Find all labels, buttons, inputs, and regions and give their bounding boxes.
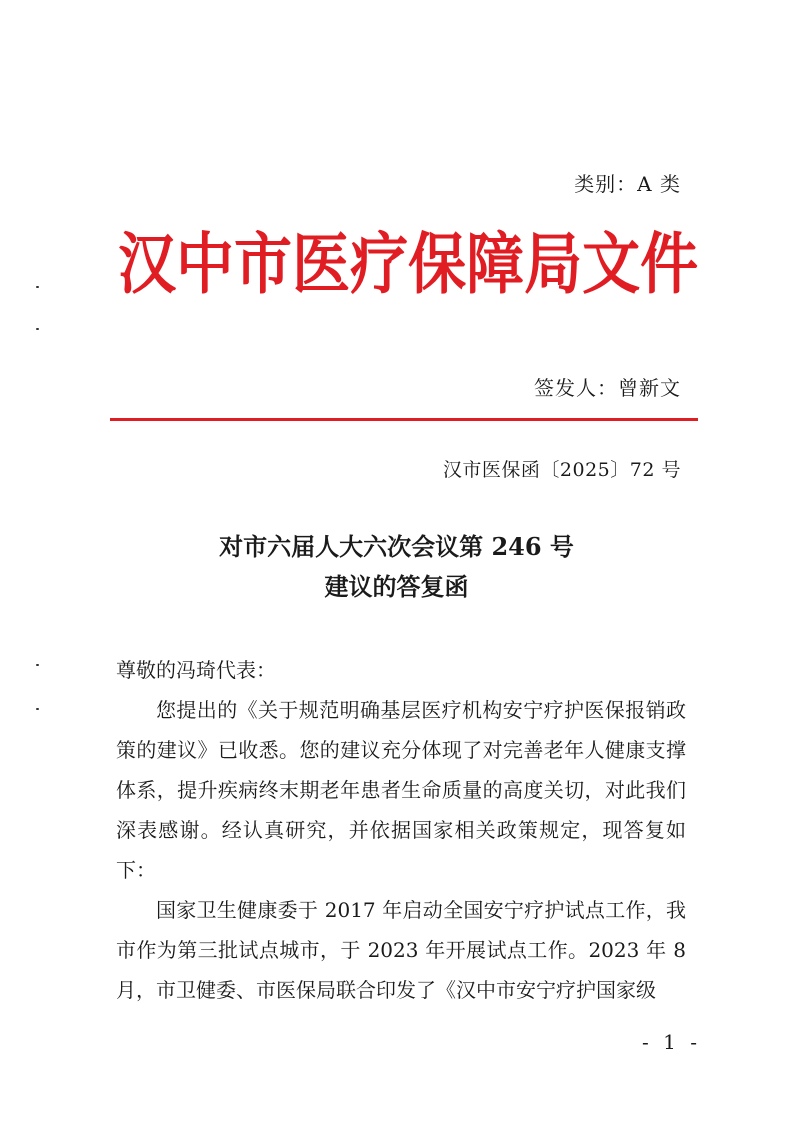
masthead-char: 疗 [350, 224, 409, 304]
document-title [0, 527, 793, 607]
masthead-char: 汉 [118, 224, 177, 304]
body-paragraph: 国家卫生健康委于 2017 年启动全国安宁疗护试点工作，我市作为第三批试点城市，于 2023 年开展试点工作。2023 年 8 月，市卫健委、市医保局联合印发了《汉中市安宁疗护国家级 [116, 898, 686, 1002]
scan-mark [36, 328, 39, 330]
masthead-char: 件 [640, 224, 699, 304]
body-paragraph: 您提出的《关于规范明确基层医疗机构安宁疗护医保报销政策的建议》已收悉。您的建议充分体现了对完善老年人健康支撑体系，提升疾病终末期老年患者生命质量的高度关切，对此我们深表感谢。经认真研究，并依据国家相关政策规定，现答复如下： [116, 698, 686, 882]
masthead-char: 文 [582, 224, 641, 304]
title-line-2: 建议的答复函 [324, 572, 469, 601]
page-number: - 1 - [642, 1030, 701, 1054]
scan-mark [36, 286, 39, 288]
masthead-char: 局 [524, 224, 583, 304]
masthead-char: 市 [234, 224, 293, 304]
masthead-char: 医 [292, 224, 351, 304]
title-line-1: 对市六届人大六次会议第 246 号 [219, 532, 574, 561]
document-category: 类别：A 类 [574, 172, 681, 196]
body-text [116, 650, 686, 1010]
document-number: 汉市医保函〔2025〕72 号 [442, 459, 681, 481]
issuer-masthead [118, 211, 699, 317]
masthead-char: 障 [466, 224, 525, 304]
signer-line: 签发人：曾新文 [534, 376, 681, 400]
salutation: 尊敬的冯琦代表： [116, 658, 276, 682]
masthead-char: 中 [176, 224, 235, 304]
scan-mark [36, 708, 39, 710]
scan-mark [36, 664, 39, 666]
masthead-char: 保 [408, 224, 467, 304]
red-separator-line [110, 418, 698, 421]
